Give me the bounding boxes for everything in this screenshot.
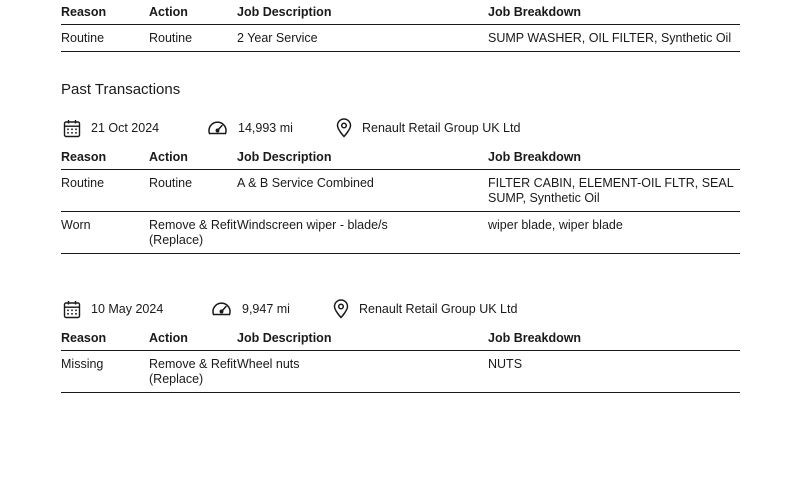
column-header-action: Action bbox=[149, 0, 237, 25]
table-header-row bbox=[61, 0, 740, 25]
cell-job-description: Wheel nuts bbox=[237, 351, 488, 393]
map-pin-icon bbox=[336, 118, 352, 138]
transaction-location bbox=[336, 117, 520, 139]
transaction-jobs-table bbox=[61, 145, 740, 254]
column-header-action: Action bbox=[149, 326, 237, 351]
cell-job-description: 2 Year Service bbox=[237, 25, 488, 52]
column-header-job-breakdown: Job Breakdown bbox=[488, 0, 740, 25]
cell-reason: Worn bbox=[61, 212, 149, 254]
map-pin-icon bbox=[333, 299, 349, 319]
speedometer-icon bbox=[207, 120, 228, 136]
cell-reason: Routine bbox=[61, 170, 149, 212]
column-header-action: Action bbox=[149, 145, 237, 170]
current-service-table bbox=[61, 0, 740, 52]
table-row bbox=[61, 351, 740, 393]
transaction-mileage bbox=[211, 298, 290, 320]
calendar-icon bbox=[63, 300, 81, 319]
cell-job-breakdown: SUMP WASHER, OIL FILTER, Synthetic Oil bbox=[488, 25, 740, 52]
table-row bbox=[61, 212, 740, 254]
transaction-location-text: Renault Retail Group UK Ltd bbox=[362, 121, 521, 135]
transaction-location-text: Renault Retail Group UK Ltd bbox=[359, 302, 518, 316]
table-row bbox=[61, 25, 740, 52]
cell-job-breakdown: wiper blade, wiper blade bbox=[488, 212, 740, 254]
cell-job-description: Windscreen wiper - blade/s bbox=[237, 212, 488, 254]
section-title-past-transactions: Past Transactions bbox=[61, 81, 181, 98]
table-header-row bbox=[61, 326, 740, 351]
transaction-jobs-table bbox=[61, 326, 740, 393]
transaction-mileage bbox=[207, 117, 293, 139]
column-header-job-description: Job Description bbox=[237, 326, 488, 351]
cell-job-breakdown: FILTER CABIN, ELEMENT-OIL FLTR, SEAL SUMP, Synthetic Oil bbox=[488, 170, 740, 212]
column-header-reason: Reason bbox=[61, 326, 149, 351]
cell-reason: Routine bbox=[61, 25, 149, 52]
column-header-job-breakdown: Job Breakdown bbox=[488, 326, 740, 351]
transaction-meta bbox=[61, 298, 740, 320]
transaction-date bbox=[63, 298, 163, 320]
transaction-date-text: 21 Oct 2024 bbox=[91, 121, 160, 135]
column-header-job-breakdown: Job Breakdown bbox=[488, 145, 740, 170]
cell-action: Remove & Refit (Replace) bbox=[149, 212, 237, 254]
transaction-date bbox=[63, 117, 159, 139]
cell-action: Routine bbox=[149, 170, 237, 212]
transaction-mileage-text: 9,947 mi bbox=[242, 302, 290, 316]
column-header-reason: Reason bbox=[61, 0, 149, 25]
speedometer-icon bbox=[211, 301, 232, 317]
transaction-date-text: 10 May 2024 bbox=[91, 302, 164, 316]
cell-job-breakdown: NUTS bbox=[488, 351, 740, 393]
transaction-mileage-text: 14,993 mi bbox=[238, 121, 293, 135]
cell-reason: Missing bbox=[61, 351, 149, 393]
cell-action: Routine bbox=[149, 25, 237, 52]
table-row bbox=[61, 170, 740, 212]
table-header-row bbox=[61, 145, 740, 170]
column-header-job-description: Job Description bbox=[237, 0, 488, 25]
column-header-job-description: Job Description bbox=[237, 145, 488, 170]
transaction-meta bbox=[61, 117, 740, 139]
cell-action: Remove & Refit (Replace) bbox=[149, 351, 237, 393]
transaction-location bbox=[333, 298, 517, 320]
column-header-reason: Reason bbox=[61, 145, 149, 170]
calendar-icon bbox=[63, 119, 81, 138]
cell-job-description: A & B Service Combined bbox=[237, 170, 488, 212]
